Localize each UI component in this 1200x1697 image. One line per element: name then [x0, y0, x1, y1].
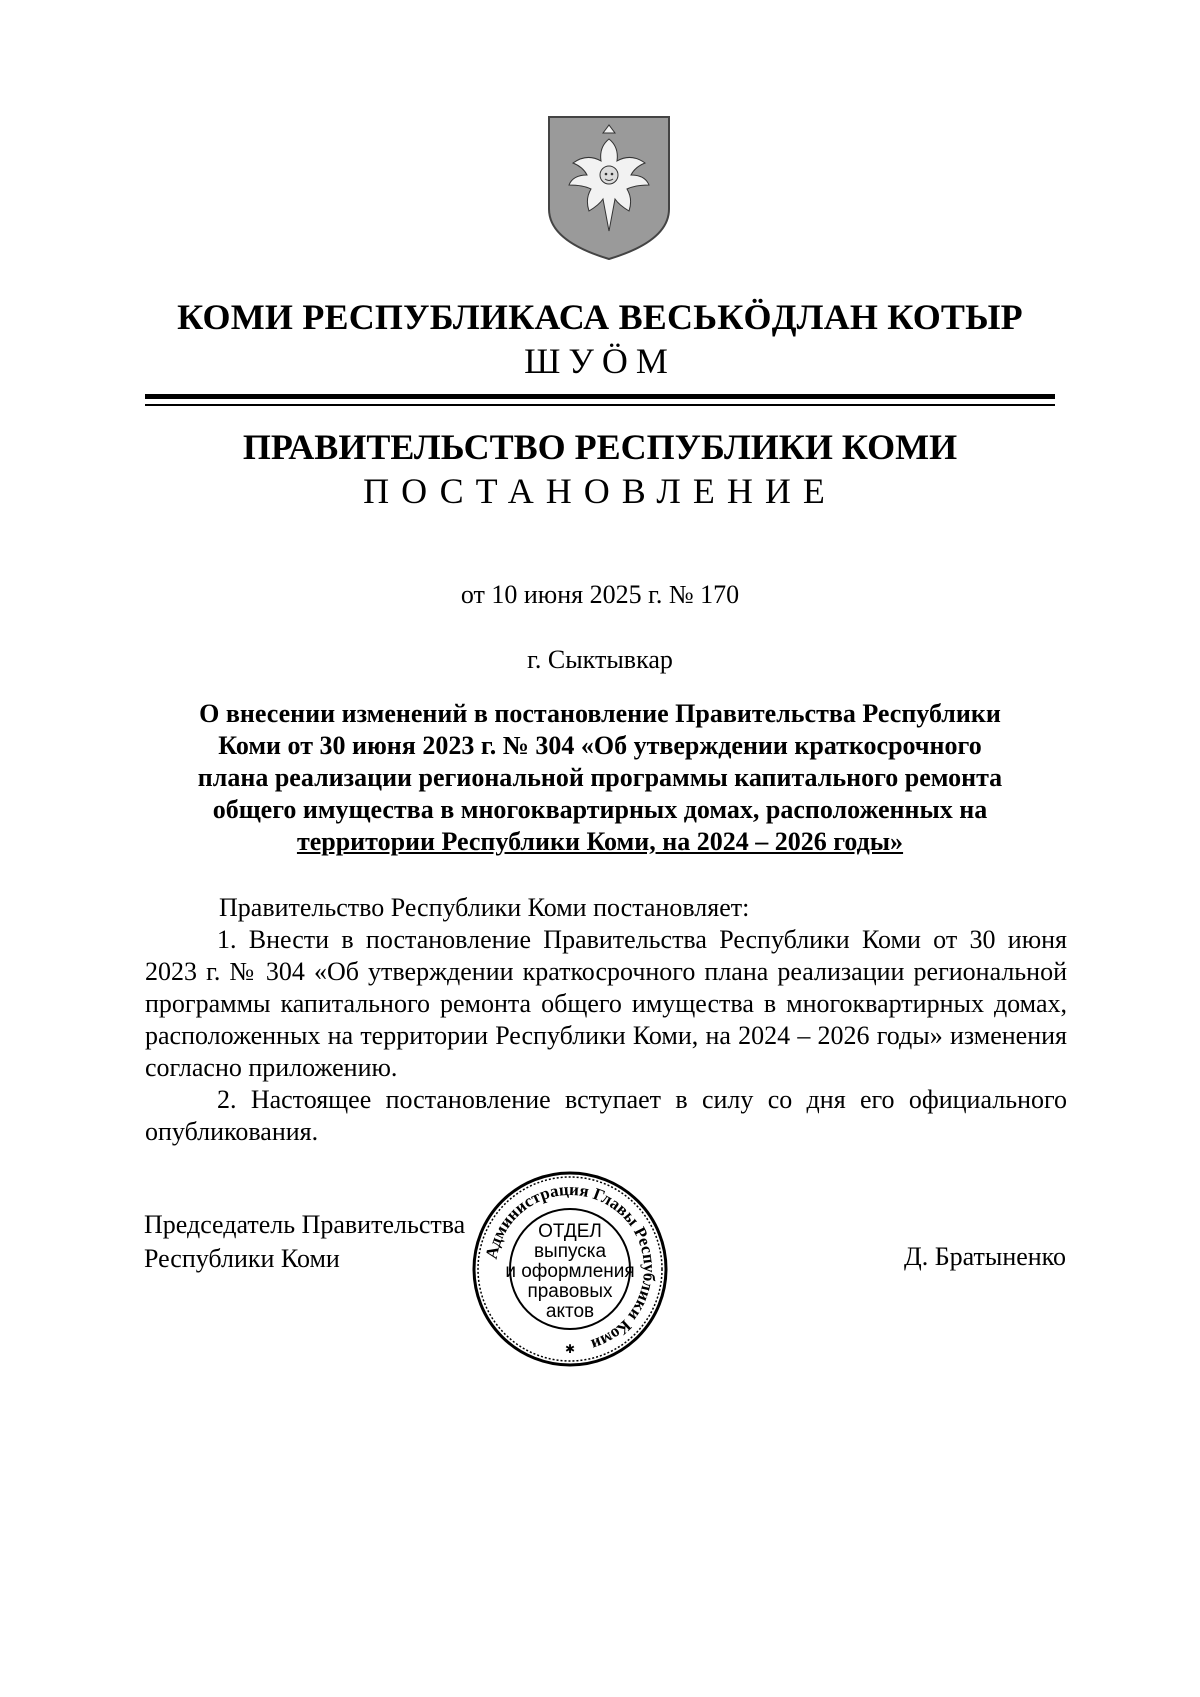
header-ru-line2: ПОСТАНОВЛЕНИЕ — [363, 471, 837, 511]
svg-text:ОТДЕЛ: ОТДЕЛ — [538, 1221, 602, 1242]
signatory-position — [144, 1208, 465, 1276]
header-komi-line1: КОМИ РЕСПУБЛИКАСА ВЕСЬКӦДЛАН КОТЫР — [177, 297, 1023, 337]
header-komi-line2: ШУӦМ — [524, 341, 676, 381]
body-item-2: 2. Настоящее постановление вступает в силу со дня его официального опубликования. — [145, 1085, 1067, 1146]
svg-text:✱: ✱ — [564, 1342, 576, 1356]
document-date-number: от 10 июня 2025 г. № 170 — [460, 580, 740, 609]
svg-text:правовых: правовых — [527, 1281, 613, 1302]
header-ru-line1: ПРАВИТЕЛЬСТВО РЕСПУБЛИКИ КОМИ — [242, 427, 958, 467]
header-divider-thick — [145, 394, 1055, 399]
official-stamp-icon — [470, 1165, 670, 1373]
header-divider-thin — [145, 404, 1055, 406]
document-title — [0, 698, 1200, 858]
svg-text:Администрация Главы Республики: Администрация Главы Республики Коми — [481, 1179, 660, 1355]
signatory-name: Д. Братыненко — [903, 1242, 1066, 1271]
document-body — [145, 892, 1067, 1148]
svg-text:актов: актов — [545, 1301, 595, 1322]
body-intro: Правительство Республики Коми постановляет: — [219, 893, 750, 922]
title-line: территории Республики Коми, на 2024 – 2026 годы» — [296, 827, 904, 856]
svg-text:выпуска: выпуска — [533, 1241, 607, 1262]
title-line: общего имущества в многоквартирных домах, расположенных на — [212, 795, 988, 824]
coat-of-arms-icon — [543, 113, 675, 263]
body-item-1: 1. Внести в постановление Правительства Республики Коми от 30 июня 2023 г. № 304 «Об утверждении краткосрочного плана реализации региональной программы капитального ремонта общего имущества в многоквартирных домах, расположенных на территории Республики Коми, на 2024 – 2026 годы» изменения согласно приложению. — [145, 925, 1067, 1082]
title-line: Коми от 30 июня 2023 г. № 304 «Об утверждении краткосрочного — [218, 731, 982, 760]
title-line: плана реализации региональной программы капитального ремонта — [197, 763, 1003, 792]
document-city: г. Сыктывкар — [527, 645, 673, 674]
signatory-position-line2: Республики Коми — [144, 1244, 340, 1273]
signatory-position-line1: Председатель Правительства — [144, 1210, 466, 1239]
title-line: О внесении изменений в постановление Правительства Республики — [199, 699, 1001, 728]
svg-text:и оформления: и оформления — [505, 1261, 635, 1282]
